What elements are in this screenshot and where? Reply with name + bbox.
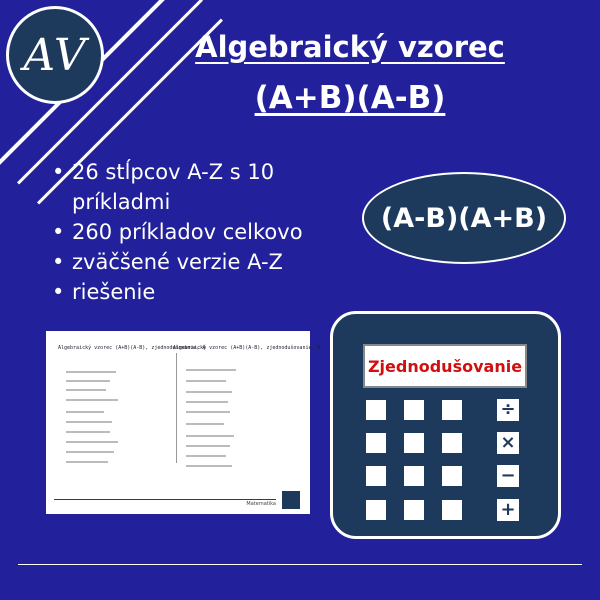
preview-footer-label: Matematika [246,501,276,507]
preview-exercise-line [186,435,234,437]
preview-exercise-line [66,399,118,401]
worksheet-preview [46,331,321,514]
preview-footer-rule [54,499,276,500]
preview-exercise-line [186,465,232,467]
preview-exercise-line [186,401,228,403]
preview-exercise-line [186,380,226,382]
feature-item: • 260 príkladov celkovo [52,217,352,247]
title-line-2: (A+B)(A-B) [254,80,446,116]
preview-exercise-line [186,411,230,413]
preview-exercise-line [186,369,236,371]
preview-column-divider [176,353,177,463]
calculator-key [366,500,386,520]
preview-exercise-line [66,371,116,373]
calculator-key [442,400,462,420]
calculator-key [366,433,386,453]
logo-text: AV [23,29,87,81]
preview-exercise-line [66,451,114,453]
preview-exercise-line [66,461,108,463]
preview-exercise-line [186,445,230,447]
preview-exercise-line [186,455,226,457]
feature-item: • riešenie [52,277,352,307]
feature-list [52,157,352,307]
calculator-key [366,466,386,486]
preview-left-heading: Algebraický vzorec (A+B)(A-B), zjednodušovanie, A [58,345,206,351]
calculator-key [442,466,462,486]
calculator-display-text: Zjednodušovanie [367,356,523,376]
logo-badge [6,6,104,104]
calculator-key [404,433,424,453]
preview-exercise-line [186,391,232,393]
calculator-display [363,344,527,388]
multiply-icon: × [497,432,519,454]
calculator-key [404,500,424,520]
divide-icon: ÷ [497,399,519,421]
formula-badge [362,172,566,264]
title-line-1: Algebraický vzorec [195,30,505,64]
preview-exercise-line [66,441,118,443]
calculator-key [442,433,462,453]
preview-exercise-line [66,380,110,382]
calculator-key [404,400,424,420]
feature-item: • 26 stĺpcov A-Z s 10 príkladmi [52,157,352,217]
calculator-key [366,400,386,420]
preview-exercise-line [186,423,224,425]
preview-exercise-line [66,431,110,433]
minus-icon: − [497,465,519,487]
feature-item: • zväčšené verzie A-Z [52,247,352,277]
preview-right-heading: Algebraický vzorec (A+B)(A-B), zjednodušovanie, B [173,345,321,351]
bottom-divider [18,564,582,565]
preview-exercise-line [66,389,106,391]
preview-exercise-line [66,411,104,413]
calculator-illustration [330,311,561,539]
calculator-key [442,500,462,520]
preview-calculator-icon [282,491,300,509]
plus-icon: + [497,499,519,521]
formula-badge-text: (A-B)(A+B) [380,202,548,234]
preview-exercise-line [66,421,112,423]
calculator-key [404,466,424,486]
